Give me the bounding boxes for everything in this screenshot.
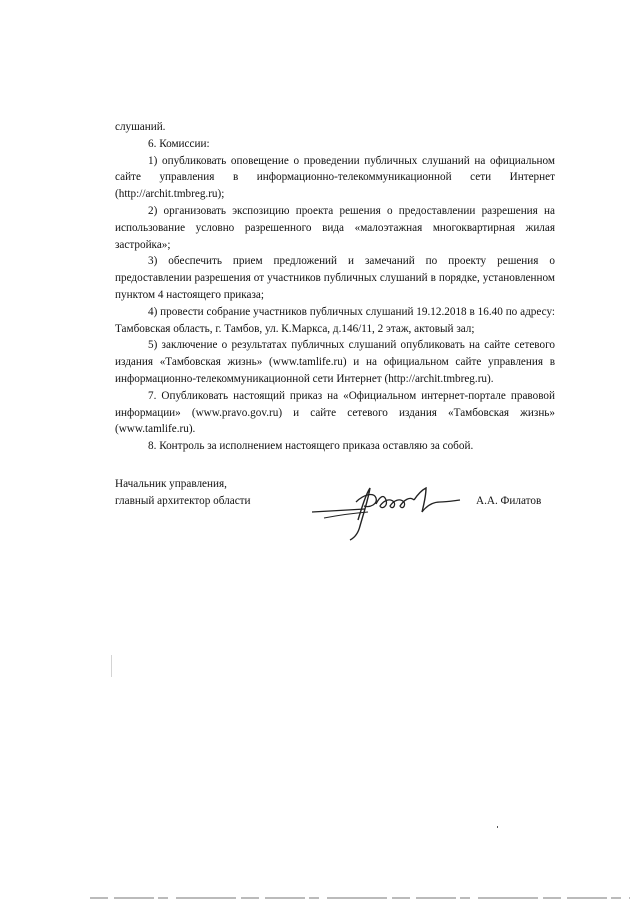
signatory-position-line2: главный архитектор области [115,494,251,507]
scan-speck [111,655,112,677]
scan-edge-line [90,897,630,899]
signatory-position [115,476,251,510]
signatory-name: А.А. Филатов [476,495,542,507]
paragraph-subitem-1: 1) опубликовать оповещение о проведении публичных слушаний на официальном сайте управления в информационно-телекоммуникационной сети Интернет (http://archit.tmbreg.ru); [115,154,555,201]
signatory-position-line1: Начальник управления, [115,478,227,490]
handwritten-signature [310,482,470,542]
paragraph-continuation: слушаний. [115,121,166,133]
document-body [115,119,555,455]
paragraph-item-7: 7. Опубликовать настоящий приказ на «Официальном интернет-портале правовой информации» (www.pravo.gov.ru) и сайте сетевого издания «Тамбовская жизнь» (www.tamlife.ru). [115,389,555,436]
paragraph-subitem-2: 2) организовать экспозицию проекта решения о предоставлении разрешения на использование условно разрешенного вида «малоэтажная многоквартирная жилая застройка»; [115,204,555,251]
scan-speck [497,826,498,828]
paragraph-subitem-5: 5) заключение о результатах публичных слушаний опубликовать на сайте сетевого издания «Тамбовская жизнь» (www.tamlife.ru) и на официальном сайте управления в информационно-телекоммуникационной сети Интернет (http://archit.tmbreg.ru). [115,339,555,385]
paragraph-subitem-3: 3) обеспечить прием предложений и замечаний по проекту решения о предоставлении разрешения от участников публичных слушаний в порядке, установленном пунктом 4 настоящего приказа; [115,255,555,301]
paragraph-item-8: 8. Контроль за исполнением настоящего приказа оставляю за собой. [148,440,474,453]
paragraph-item-6: 6. Комиссии: [148,137,210,150]
paragraph-subitem-4: 4) провести собрание участников публичных слушаний 19.12.2018 в 16.40 по адресу: Тамбовская область, г. Тамбов, ул. К.Маркса, д.146/11, 2 этаж, актовый зал; [115,305,555,335]
